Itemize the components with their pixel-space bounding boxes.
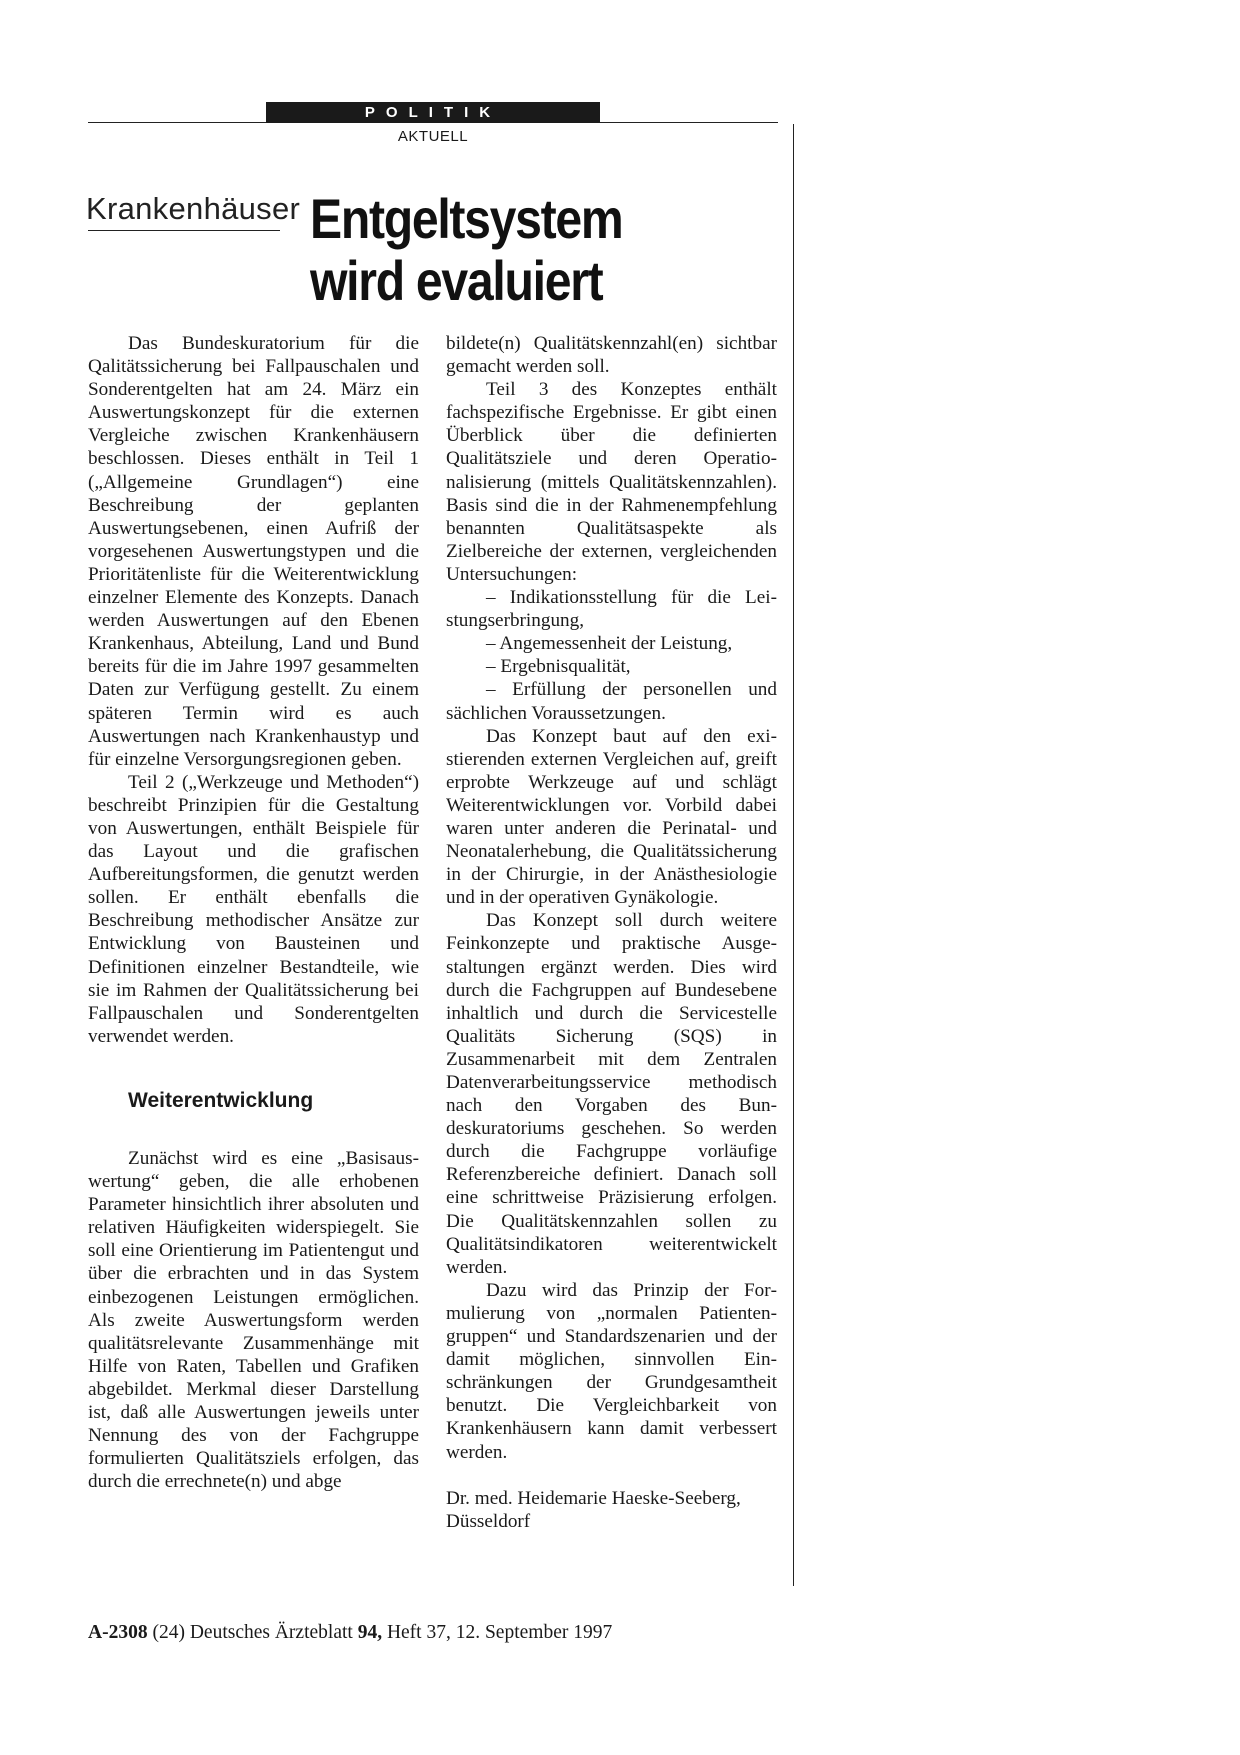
author-location: Düsseldorf xyxy=(446,1510,531,1532)
journal-volume: 94, xyxy=(357,1622,383,1643)
paragraph-continued: bildete(n) Qualitätskennzahl(en) sichtbar gemacht werden soll. xyxy=(446,333,777,378)
headline-line-1: Entgeltsystem xyxy=(310,187,623,250)
text-column-right xyxy=(446,332,777,1533)
list-item: – Angemessenheit der Leistung, xyxy=(486,633,733,655)
page-number: (24) xyxy=(152,1622,185,1643)
column-divider-rule xyxy=(793,124,794,1586)
paragraph: Das Konzept soll durch weitere Feinkonzepte und praktische Ausgestaltungen ergänzt werden. Dies wird durch die Fachgruppen auf Bundesebene inhaltlich und durch die Servicestelle Qualitäts Sicherung (SQS) in Zusammenarbeit mit dem Zentralen Datenverarbeitungsservice methodisch nach den Vorgaben des Bundeskuratoriums geschehen. So werden durch die Fachgruppe vorläufige Referenzbereiche definiert. Danach soll eine schrittweise Präzisierung erfolgen. Die Qualitätskennzahlen sollen zu Qualitätsindikatoren weiterentwickelt werden. xyxy=(446,910,777,1278)
page-footer xyxy=(88,1622,612,1644)
article-headline xyxy=(310,188,723,312)
journal-name: Deutsches Ärzteblatt xyxy=(189,1622,353,1643)
paragraph: Dazu wird das Prinzip der Formulierung von „normalen Patientengruppen“ und Standardszenarien und der damit möglichen, sinnvollen Einschränkungen der Grundgesamtheit benutzt. Die Vergleichbarkeit von Krankenhäusern kann damit verbessert werden. xyxy=(446,1279,777,1463)
list-item: – Erfüllung der personellen und sächlichen Voraussetzungen. xyxy=(446,679,777,724)
paragraph: Das Konzept baut auf den existierenden externen Vergleichen auf, greift erprobte Werkzeuge auf und schlägt Weiterentwicklungen vor. Vorbild dabei waren unter anderen die Perinatal- und Neonatalerhebung, die Qualitätssicherung in der Chirurgie, in der Anästhesiologie und in der operativen Gynäkologie. xyxy=(446,725,777,909)
page-code: A-2308 xyxy=(88,1622,148,1643)
author-name: Dr. med. Heidemarie Haeske-Seeberg, xyxy=(446,1487,741,1509)
list-item: – Indikationsstellung für die Leistungserbringung, xyxy=(446,587,777,632)
subsection-label: AKTUELL xyxy=(397,128,469,145)
issue-info: Heft 37, 12. September 1997 xyxy=(386,1622,613,1643)
paragraph: Teil 2 („Werkzeuge und Methoden“) beschreibt Prinzipien für die Gestaltung von Auswertungen, enthält Beispiele für das Layout und die grafischen Aufbereitungsformen, die genutzt werden sollen. Er enthält ebenfalls die Beschreibung methodischer Ansätze zur Entwicklung von Bausteinen und Definitionen einzelner Bestandteile, wie sie im Rahmen der Qualitätssicherung bei Fallpauschalen und Sonderentgelten verwendet werden. xyxy=(88,771,419,1047)
paragraph: Teil 3 des Konzeptes enthält fachspezifische Ergebnisse. Er gibt einen Überblick über die definierten Qualitätsziele und deren Operationalisierung (mittels Qualitätskennzahlen). Basis sind die in der Rahmenempfehlung benannten Qualitätsaspekte als Zielbereiche der externen, vergleichenden Untersuchungen: xyxy=(446,379,777,585)
author-byline xyxy=(446,1487,777,1533)
paragraph: Das Bundeskuratorium für die Qalitätssicherung bei Fallpauschalen und Sonderentgelten hat am 24. März ein Auswertungskonzept für die externen Vergleiche zwischen Krankenhäusern beschlossen. Dieses enthält in Teil 1 („Allgemeine Grundlagen“) eine Beschreibung der geplanten Auswertungsebenen, einen Aufriß der vorgesehenen Auswertungstypen und die Prioritätenliste für die Weiterentwicklung einzelner Elemente des Konzepts. Danach werden Auswertungen auf den Ebenen Krankenhaus, Abteilung, Land und Bund bereits für die im Jahre 1997 gesammelten Daten zur Verfügung gestellt. Zu einem späteren Termin wird es auch Auswertungen nach Krankenhaustyp und für einzelne Versorgungsregionen geben. xyxy=(88,333,419,770)
article-kicker: Krankenhäuser xyxy=(86,191,301,226)
text-column-left xyxy=(88,332,419,1493)
paragraph: Zunächst wird es eine „Basisauswertung“ geben, die alle erhobenen Parameter hinsichtlich ihrer absoluten und relativen Häufigkeiten widerspiegelt. Sie soll eine Orientierung im Patientengut und über die erbrachten und in das System einbezogenen Leistungen ermöglichen. Als zweite Auswertungsform werden qualitätsrelevante Zusammenhänge mit Hilfe von Raten, Tabellen und Grafiken abgebildet. Merkmal dieser Darstellung ist, daß alle Auswertungen jeweils unter Nennung des von der Fachgruppe formulierten Qualitätsziels erfolgen, das durch die errechnete(n) und abge xyxy=(88,1148,419,1493)
section-subheading: Weiterentwicklung xyxy=(128,1088,314,1112)
kicker-underline xyxy=(88,230,280,231)
headline-line-2: wird evaluiert xyxy=(310,249,603,312)
list-item: – Ergebnisqualität, xyxy=(486,656,631,678)
section-label: POLITIK xyxy=(266,102,600,123)
